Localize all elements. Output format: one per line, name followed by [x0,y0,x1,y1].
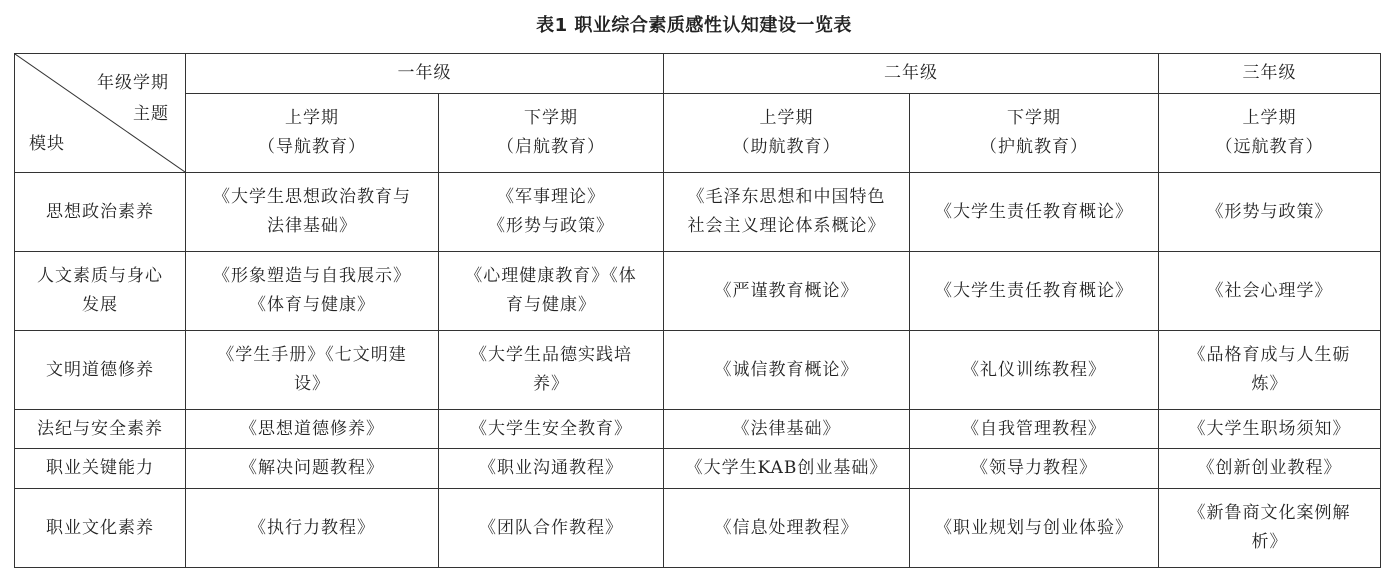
course-cell [186,410,439,449]
course-cell [439,410,664,449]
course-cell-line: 《信息处理教程》 [714,517,859,538]
course-cell [439,449,664,489]
course-cell-line: 《社会心理学》 [1206,280,1333,301]
course-cell-line: 《大学生KAB创业基础》 [685,458,888,478]
module-cell [15,410,186,449]
course-cell [1159,252,1381,331]
table-row [15,173,1381,252]
course-cell-line: 《大学生思想政治教育与 [213,187,411,207]
course-cell [910,410,1159,449]
course-cell [1159,449,1381,489]
course-cell [439,173,664,252]
course-cell-line: 《礼仪训练教程》 [962,359,1106,380]
course-cell [1159,173,1381,252]
module-cell-line: 文明道德修养 [46,359,154,380]
course-cell-line: 《毛泽东思想和中国特色 [687,187,886,207]
course-cell-line: 《形象塑造与自我展示》 [213,266,411,286]
course-cell-line: 《领导力教程》 [971,458,1097,478]
course-cell-line: 育与健康》 [506,295,596,315]
course-cell [1159,489,1381,568]
course-cell [186,331,439,410]
course-cell-line: 《职业沟通教程》 [479,458,623,478]
course-cell [910,252,1159,331]
course-cell-line: 《解决问题教程》 [240,458,384,478]
course-cell [910,173,1159,252]
course-cell-line: 《职业规划与创业体验》 [935,517,1133,538]
course-cell-line: 《心理健康教育》《体 [465,266,637,286]
course-cell-line: 析》 [1251,532,1288,552]
course-cell-line: 养》 [533,374,569,394]
corner-grade-semester-label: 年级学期 [97,73,169,93]
corner-theme-label: 主题 [133,104,169,124]
course-cell-line: 设》 [294,374,330,394]
semester-header [439,94,664,173]
course-cell-line: 《学生手册》《七文明建 [217,345,407,365]
course-cell [1159,331,1381,410]
table-body [15,173,1381,568]
module-cell [15,331,186,410]
year-header: 二年级 [664,54,1159,94]
module-cell-line: 思想政治素养 [46,201,154,222]
module-cell-line: 人文素质与身心 [37,266,163,286]
year-header: 三年级 [1159,54,1381,94]
semester-header [664,94,910,173]
course-cell-line: 《形势与政策》 [488,216,614,236]
curriculum-table [14,53,1381,568]
semester-name: 上学期 [759,108,814,128]
course-cell-line: 《形势与政策》 [1206,201,1333,222]
course-cell [910,489,1159,568]
table-row [15,331,1381,410]
course-cell-line: 社会主义理论体系概论》 [687,216,886,236]
course-cell-line: 《品格育成与人生砺 [1188,345,1351,365]
course-cell [439,252,664,331]
table-row [15,489,1381,568]
course-cell-line: 《团队合作教程》 [479,517,623,538]
course-cell [186,173,439,252]
course-cell [910,331,1159,410]
course-cell [664,331,910,410]
course-cell-line: 《创新创业教程》 [1197,458,1342,478]
table-row [15,410,1381,449]
course-cell-line: 《法律基础》 [732,418,841,439]
corner-module-label: 模块 [29,134,65,154]
course-cell-line: 《执行力教程》 [249,517,375,538]
course-cell [1159,410,1381,449]
course-cell-line: 《诚信教育概论》 [714,359,859,380]
diagonal-header-cell [15,54,186,173]
semester-sub: （启航教育） [497,137,605,157]
course-cell-line: 《大学生责任教育概论》 [935,280,1133,301]
module-cell-line: 发展 [82,295,118,315]
module-cell [15,173,186,252]
course-cell [186,449,439,489]
semester-sub: （远航教育） [1215,137,1324,157]
course-cell [910,449,1159,489]
semester-name: 下学期 [1007,108,1061,128]
semester-sub: （护航教育） [980,137,1088,157]
module-cell-line: 职业文化素养 [46,517,154,538]
course-cell-line: 炼》 [1251,374,1288,394]
module-cell [15,449,186,489]
year-header-row [15,54,1381,94]
course-cell [664,410,910,449]
year-header: 一年级 [186,54,664,94]
semester-name: 下学期 [524,108,578,128]
course-cell [664,252,910,331]
course-cell [664,489,910,568]
course-cell-line: 法律基础》 [267,216,357,236]
course-cell [664,173,910,252]
course-cell [186,252,439,331]
course-cell-line: 《思想道德修养》 [240,418,384,439]
course-cell-line: 《大学生安全教育》 [470,418,632,439]
course-cell [664,449,910,489]
course-cell [186,489,439,568]
module-cell-line: 职业关键能力 [46,458,154,478]
course-cell-line: 《严谨教育概论》 [714,280,859,301]
semester-header [910,94,1159,173]
course-cell-line: 《体育与健康》 [249,295,375,315]
semester-name: 上学期 [1242,108,1297,128]
course-cell-line: 《自我管理教程》 [962,418,1106,439]
semester-header-row [15,94,1381,173]
semester-header [186,94,439,173]
course-cell [439,489,664,568]
table-row [15,449,1381,489]
module-cell [15,252,186,331]
semester-sub: （导航教育） [258,137,366,157]
table-title: 表1 职业综合素质感性认知建设一览表 [536,15,852,36]
course-cell-line: 《大学生责任教育概论》 [935,201,1133,222]
semester-sub: （助航教育） [732,137,841,157]
course-cell-line: 《军事理论》 [497,187,605,207]
course-cell-line: 《大学生职场须知》 [1188,418,1351,439]
module-cell [15,489,186,568]
module-cell-line: 法纪与安全素养 [37,418,163,439]
course-cell [439,331,664,410]
course-cell-line: 《新鲁商文化案例解 [1188,503,1351,523]
semester-header [1159,94,1381,173]
course-cell-line: 《大学生品德实践培 [470,345,632,365]
semester-name: 上学期 [285,108,339,128]
table-row [15,252,1381,331]
